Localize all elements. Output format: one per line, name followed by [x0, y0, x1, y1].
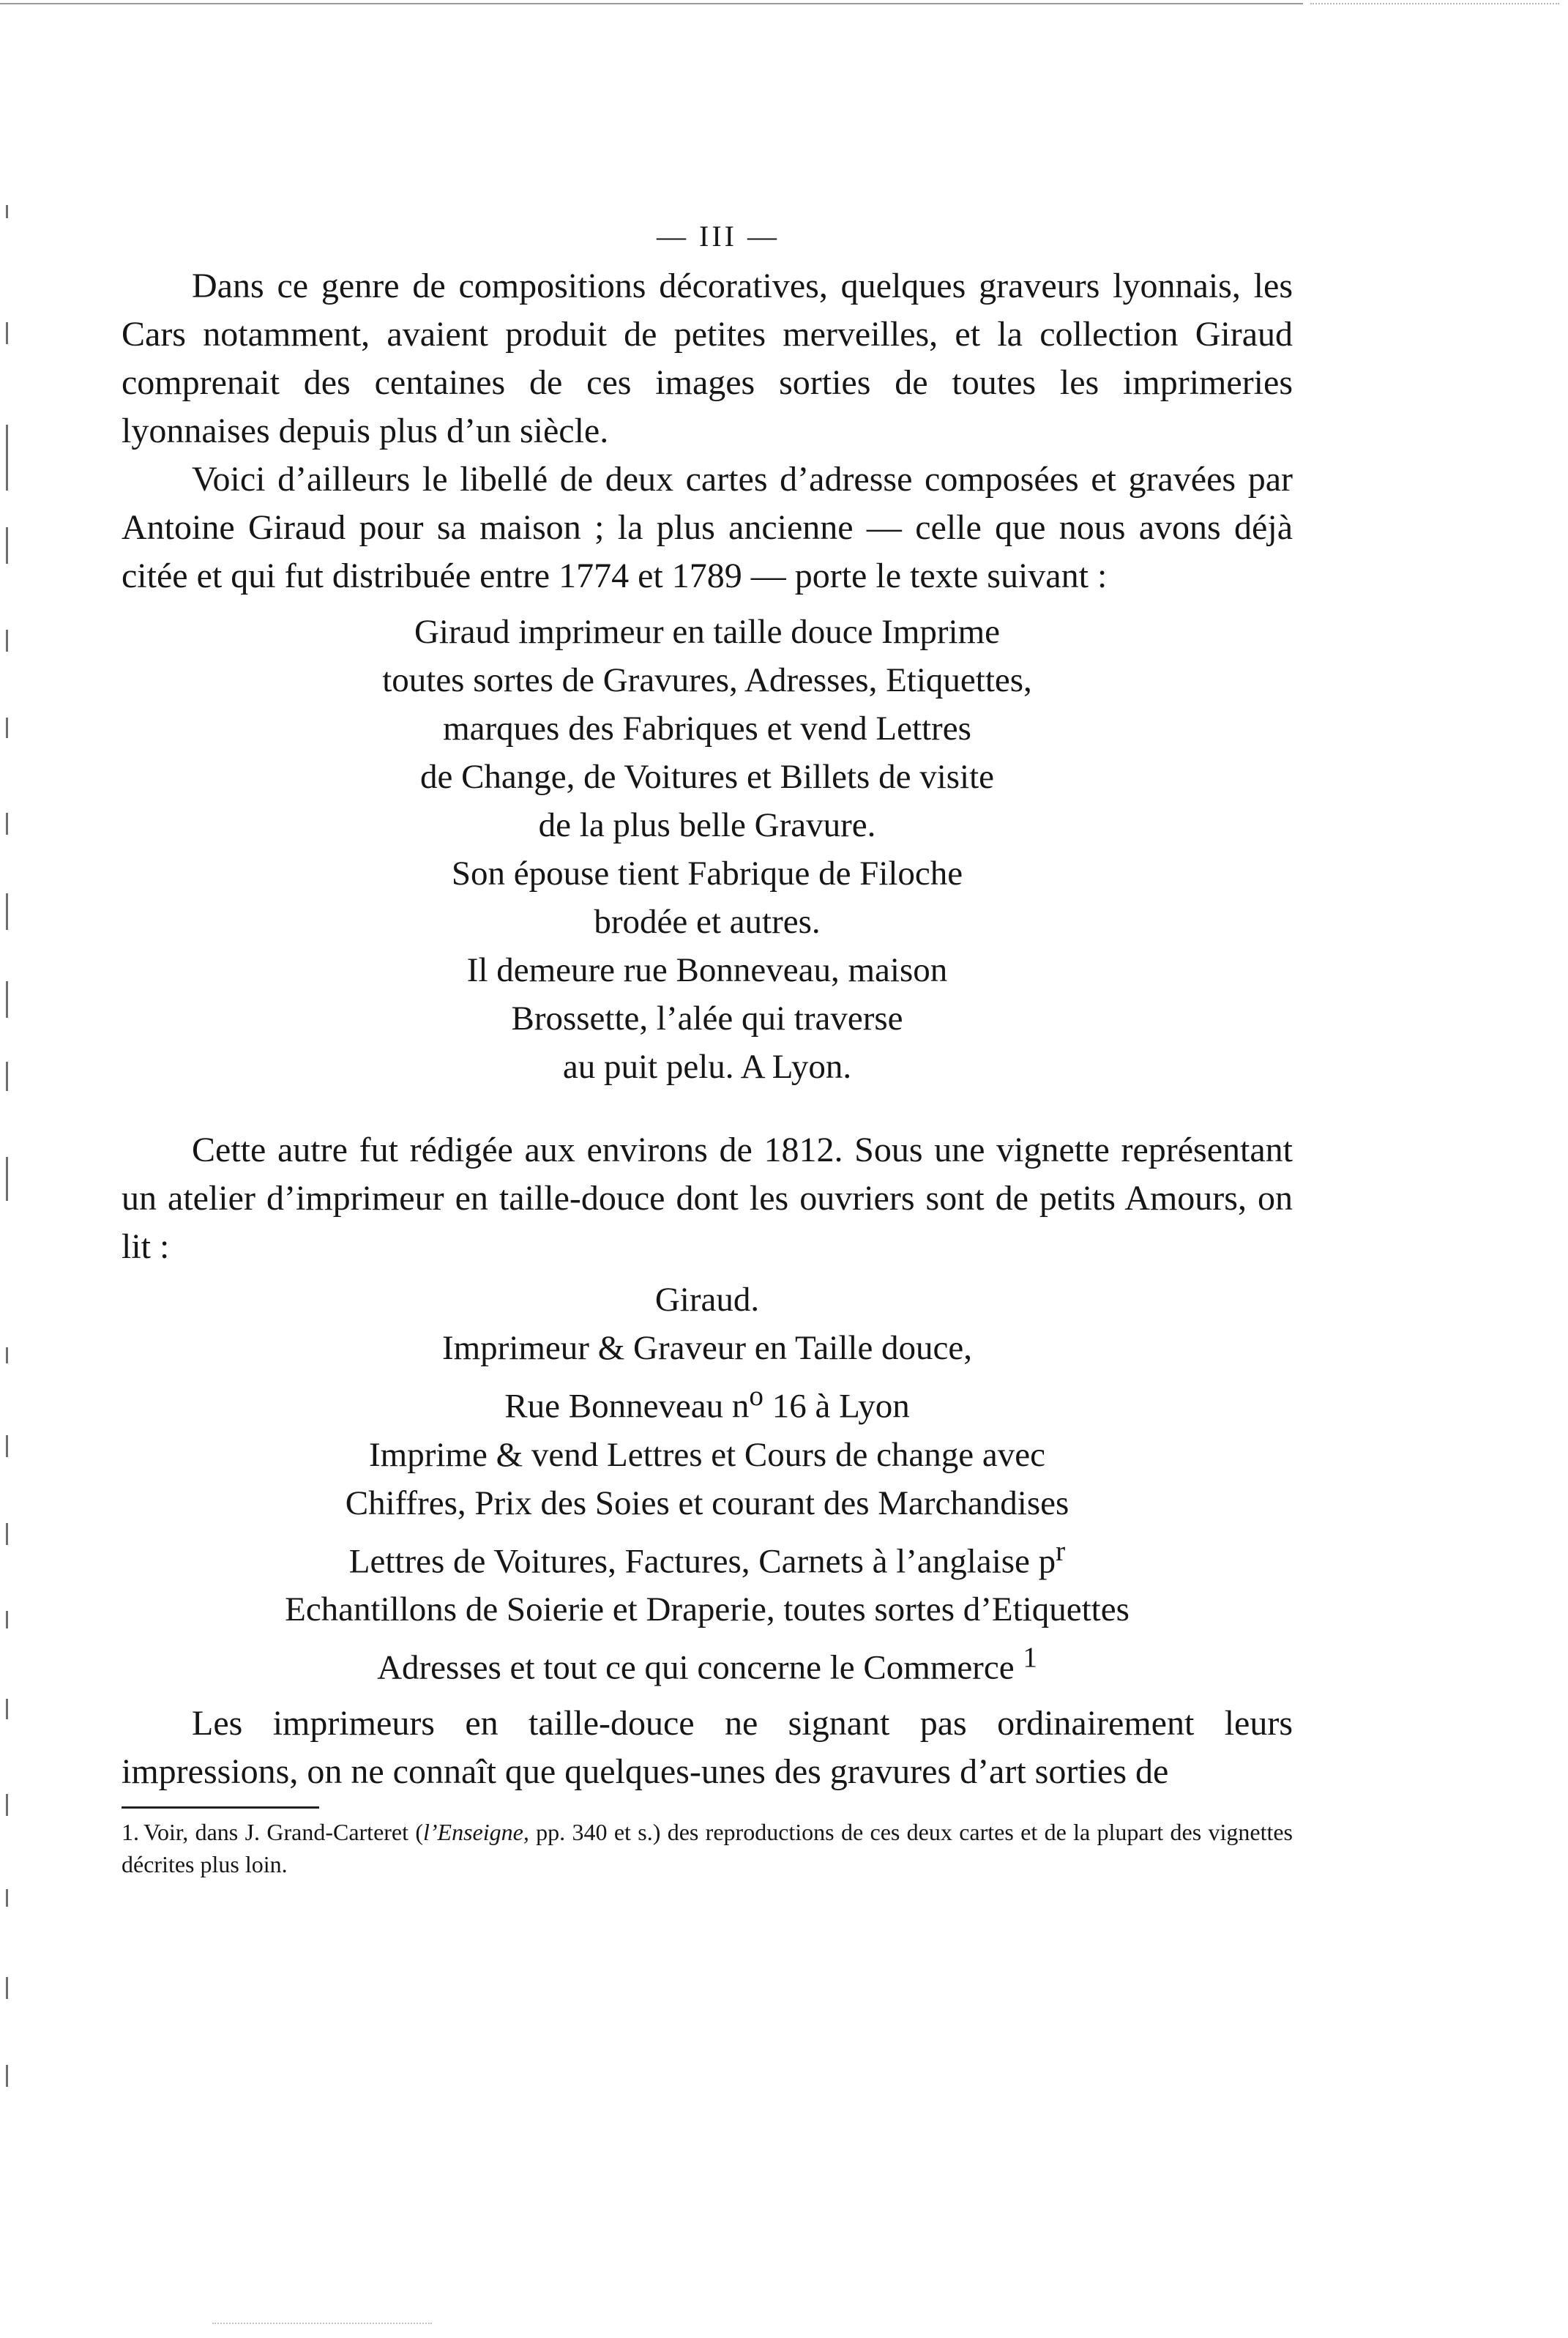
- scan-binding-marks: [6, 205, 10, 2072]
- footnote-separator: [122, 1806, 319, 1809]
- address-card-1-line: Giraud imprimeur en taille douce Imprime: [414, 613, 1001, 651]
- paragraph-2: Voici d’ailleurs le libellé de deux cartes d’adresse composées et gravées par Antoine Giraud pour sa maison ; la plus ancienne — celle que nous avons déjà citée et qui fut distribuée entre 1774 et 1789 — porte le texte suivant :: [122, 460, 1293, 595]
- binding-mark: [6, 1523, 8, 1545]
- binding-mark: [6, 813, 8, 835]
- line-text: Adresses et tout ce qui concerne le Commerce: [377, 1648, 1023, 1687]
- binding-mark: [6, 1062, 8, 1091]
- binding-mark: [6, 1611, 8, 1628]
- address-card-2-line: Echantillons de Soierie et Draperie, toutes sortes d’Etiquettes: [285, 1590, 1130, 1629]
- binding-mark: [6, 425, 8, 491]
- line-text: 16 à Lyon: [763, 1387, 910, 1426]
- binding-mark: [6, 527, 8, 564]
- address-card-2-line: Imprimeur & Graveur en Taille douce,: [441, 1329, 973, 1367]
- line-text: Lettres de Voitures, Factures, Carnets à l’anglaise p: [348, 1542, 1056, 1581]
- address-card-1-line: toutes sortes de Gravures, Adresses, Etiquettes,: [382, 661, 1032, 699]
- page-body: [122, 212, 1293, 1880]
- address-card-2: [122, 1276, 1293, 1692]
- address-card-1-line: de Change, de Voitures et Billets de visite: [419, 758, 995, 796]
- binding-mark: [6, 893, 8, 930]
- scan-top-dots: [1310, 3, 1559, 4]
- binding-mark: [6, 1794, 8, 1816]
- binding-mark: [6, 630, 8, 652]
- address-card-1: [122, 608, 1293, 1091]
- address-card-1-line: marques des Fabriques et vend Lettres: [443, 710, 971, 748]
- binding-mark: [6, 205, 8, 218]
- scan-bottom-dots: [212, 2323, 432, 2324]
- binding-mark: [6, 2065, 8, 2087]
- scan-top-rule: [0, 3, 1303, 4]
- binding-mark: [6, 1977, 8, 1999]
- address-card-2-line: [122, 1527, 1293, 1586]
- address-card-2-line: [122, 1634, 1293, 1692]
- binding-mark: [6, 1157, 8, 1201]
- address-card-2-line: Chiffres, Prix des Soies et courant des Marchandises: [345, 1483, 1069, 1522]
- binding-mark: [6, 322, 8, 344]
- binding-mark: [6, 1347, 8, 1363]
- address-card-1-line: Brossette, l’alée qui traverse: [511, 999, 903, 1038]
- binding-mark: [6, 981, 8, 1018]
- binding-mark: [6, 718, 8, 738]
- binding-mark: [6, 1435, 8, 1457]
- address-card-2-line: Giraud.: [654, 1281, 760, 1319]
- paragraph-4: Les imprimeurs en taille-douce ne signant pas ordinairement leurs impressions, on ne connaît que quelques-unes des gravures d’art sorties de: [122, 1703, 1293, 1791]
- paragraph-1: Dans ce genre de compositions décoratives, quelques graveurs lyonnais, les Cars notamment, avaient produit de petites merveilles, et la collection Giraud comprenait des centaines de ces images sorties de toutes les imprimeries lyonnaises depuis plus d’un siècle.: [122, 267, 1293, 450]
- binding-mark: [6, 1699, 8, 1719]
- address-card-2-line: [122, 1372, 1293, 1431]
- footnote-text: Voir, dans J. Grand-Carteret (: [143, 1818, 423, 1845]
- address-card-1-line: Son épouse tient Fabrique de Filoche: [451, 855, 963, 893]
- footnote-italic-title: l’Enseigne,: [423, 1818, 529, 1845]
- spacer: [122, 1101, 1293, 1126]
- superscript: r: [1056, 1535, 1066, 1567]
- address-card-1-line: au puit pelu. A Lyon.: [562, 1048, 852, 1086]
- page-number: — III —: [657, 220, 780, 253]
- footnote-text: pp. 340 et s.) des reproductions de ces deux cartes et de la plupart des vignettes décrites plus loin.: [122, 1818, 1293, 1877]
- line-text: Rue Bonneveau n: [504, 1387, 750, 1426]
- binding-mark: [6, 1889, 8, 1907]
- paragraph-3: Cette autre fut rédigée aux environs de 1812. Sous une vignette représentant un atelier d’imprimeur en taille-douce dont les ouvriers sont de petits Amours, on lit :: [122, 1131, 1293, 1266]
- address-card-1-line: brodée et autres.: [594, 903, 821, 941]
- address-card-1-line: de la plus belle Gravure.: [538, 806, 876, 844]
- footnote-1: [122, 1816, 1293, 1880]
- address-card-1-line: Il demeure rue Bonneveau, maison: [466, 951, 948, 989]
- footnote-number: 1.: [122, 1818, 139, 1845]
- superscript: o: [749, 1380, 764, 1412]
- address-card-2-line: Imprime & vend Lettres et Cours de change avec: [369, 1435, 1045, 1474]
- footnote-reference: 1: [1023, 1642, 1037, 1674]
